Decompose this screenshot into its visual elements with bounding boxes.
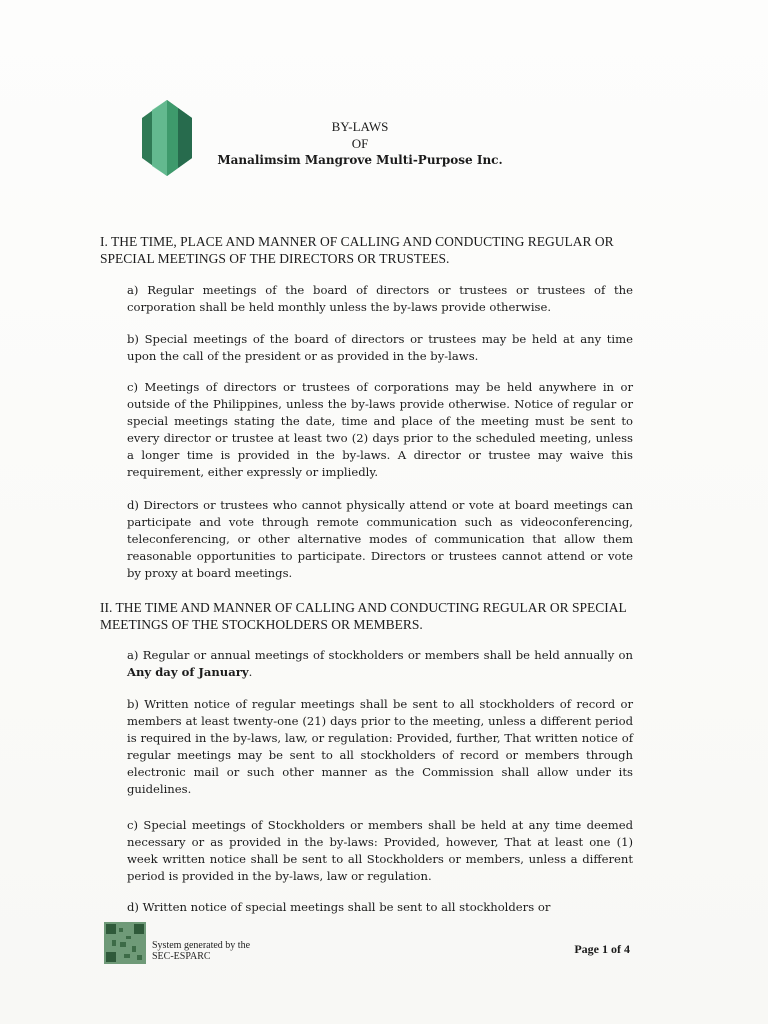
section-2-heading: II. THE TIME AND MANNER OF CALLING AND CONDUCTING REGULAR OR SPECIAL MEETINGS OF THE STOCKHOLDERS OR MEMBERS. [100, 600, 627, 632]
page-number: Page 1 of 4 [574, 942, 630, 956]
section-2-para-d: d) Written notice of special meetings shall be sent to all stockholders or [127, 900, 551, 914]
section-1-heading: I. THE TIME, PLACE AND MANNER OF CALLING AND CONDUCTING REGULAR OR SPECIAL MEETINGS OF THE DIRECTORS OR TRUSTEES. [100, 234, 614, 266]
qr-code-icon [104, 922, 146, 964]
section-2-para-a-text: a) Regular or annual meetings of stockholders or members shall be held annually on [127, 648, 633, 662]
organization-name: Manalimsim Mangrove Multi-Purpose Inc. [217, 153, 503, 167]
document-title [200, 118, 520, 169]
system-note-line2: SEC-ESPARC [152, 951, 211, 962]
section-1-para-a: a) Regular meetings of the board of directors or trustees or trustees of the corporation shall be held monthly unless the by-laws provide otherwise. [127, 283, 633, 314]
section-2-para-b: b) Written notice of regular meetings shall be sent to all stockholders of record or members at least twenty-one (21) days prior to the meeting, unless a different period is required in the by-laws, law, or regulation: Provided, further, That written notice of regular meetings may be sent to all stockholders of record or members through electronic mail or such other manner as the Commission shall allow under its guidelines. [127, 697, 633, 796]
system-generated-note [152, 940, 250, 962]
title-line-of: OF [351, 136, 369, 151]
mangrove-logo-icon [142, 100, 192, 176]
section-1-para-c: c) Meetings of directors or trustees of corporations may be held anywhere in or outside of the Philippines, unless the by-laws provide otherwise. Notice of regular or special meetings stating the date, time and place of the meeting must be sent to every director or trustee at least two (2) days prior to the scheduled meeting, unless a longer time is provided in the by-laws. A director or trustee may waive this requirement, either expressly or impliedly. [127, 380, 633, 479]
section-1-para-d: d) Directors or trustees who cannot physically attend or vote at board meetings can participate and vote through remote communication such as videoconferencing, teleconferencing, or other alternative modes of communication that allow them reasonable opportunities to participate. Directors or trustees cannot attend or vote by proxy at board meetings. [127, 498, 633, 580]
section-2-para-a-end: . [248, 665, 253, 679]
section-2-para-c: c) Special meetings of Stockholders or members shall be held at any time deemed necessary or as provided in the by-laws: Provided, however, That at least one (1) week written notice shall be sent to all Stockholders or members, unless a different period is provided in the by-laws, law or regulation. [127, 818, 633, 883]
section-1-para-b: b) Special meetings of the board of directors or trustees may be held at any time upon the call of the president or as provided in the by-laws. [127, 332, 633, 363]
section-2-para-a [127, 647, 633, 681]
title-line-bylaws: BY-LAWS [331, 119, 389, 134]
system-note-line1: System generated by the [152, 940, 251, 951]
meeting-date-emphasis: Any day of January [127, 665, 249, 679]
